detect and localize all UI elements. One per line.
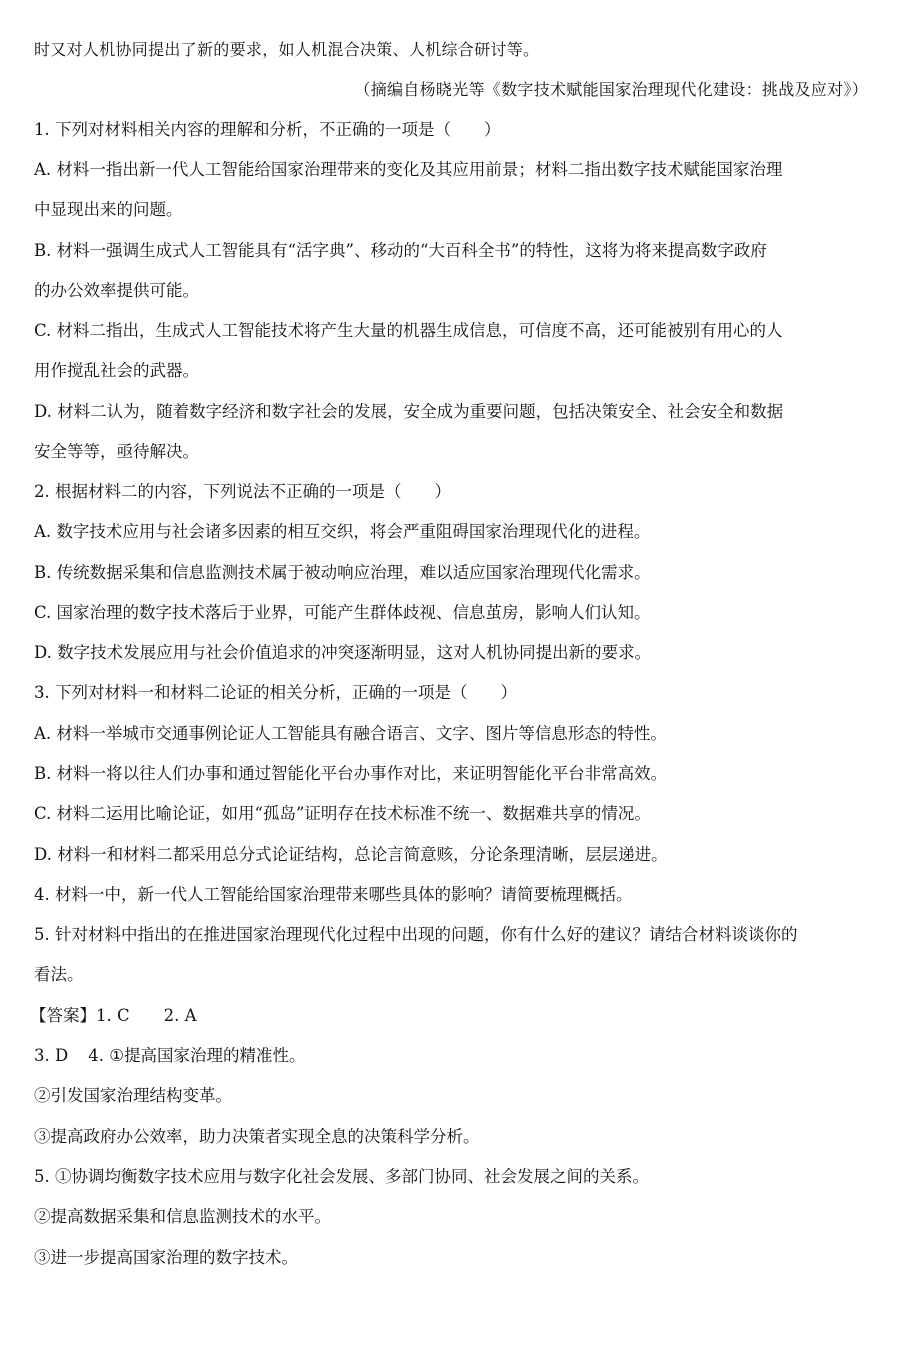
q2-stem: 2. 根据材料二的内容，下列说法不正确的一项是（ ） [34, 482, 451, 501]
q2-option-a: A. 数字技术应用与社会诸多因素的相互交织，将会严重阻碍国家治理现代化的进程。 [34, 522, 651, 541]
q3-stem: 3. 下列对材料一和材料二论证的相关分析，正确的一项是（ ） [34, 683, 517, 702]
q2-option-d: D. 数字技术发展应用与社会价值追求的冲突逐渐明显，这对人机协同提出新的要求。 [34, 643, 652, 662]
answer-4-head: 4. ①提高国家治理的精准性。 [88, 1046, 306, 1065]
q2-option-b: B. 传统数据采集和信息监测技术属于被动响应治理，难以适应国家治理现代化需求。 [34, 563, 651, 582]
answer-3: 3. D [34, 1046, 69, 1065]
answer-4-point-3: ③提高政府办公效率，助力决策者实现全息的决策科学分析。 [34, 1127, 480, 1146]
q2-option-c: C. 国家治理的数字技术落后于业界，可能产生群体歧视、信息茧房，影响人们认知。 [34, 603, 651, 622]
q1-option-a-line1: A. 材料一指出新一代人工智能给国家治理带来的变化及其应用前景；材料二指出数字技术赋能国家治理 [34, 160, 783, 179]
q1-option-c-line2: 用作搅乱社会的武器。 [34, 361, 199, 380]
q1-stem: 1. 下列对材料相关内容的理解和分析，不正确的一项是（ ） [34, 120, 501, 139]
answer-1: 1. C [96, 1006, 130, 1025]
answer-label: 【答案】 [30, 1006, 96, 1025]
passage-source: （摘编自杨晓光等《数字技术赋能国家治理现代化建设：挑战及应对》） [354, 80, 868, 99]
q1-option-a-line2: 中显现出来的问题。 [34, 200, 183, 219]
q3-option-c: C. 材料二运用比喻论证，如用“孤岛”证明存在技术标准不统一、数据难共享的情况。 [34, 804, 651, 823]
q1-option-b-line1: B. 材料一强调生成式人工智能具有“活字典”、移动的“大百科全书”的特性，这将为将来提高数字政府 [34, 241, 767, 260]
q3-option-d: D. 材料一和材料二都采用总分式论证结构，总论言简意赅，分论条理清晰，层层递进。 [34, 845, 668, 864]
answer-4-point-2: ②引发国家治理结构变革。 [34, 1086, 232, 1105]
q3-option-a: A. 材料一举城市交通事例论证人工智能具有融合语言、文字、图片等信息形态的特性。 [34, 724, 667, 743]
q5-stem-line2: 看法。 [34, 965, 84, 984]
q1-option-d-line1: D. 材料二认为，随着数字经济和数字社会的发展，安全成为重要问题，包括决策安全、社会安全和数据 [34, 402, 784, 421]
answer-row-2 [34, 1044, 870, 1068]
q3-option-b: B. 材料一将以往人们办事和通过智能化平台办事作对比，来证明智能化平台非常高效。 [34, 764, 668, 783]
passage-tail-line: 时又对人机协同提出了新的要求，如人机混合决策、人机综合研讨等。 [34, 40, 540, 59]
q5-stem-line1: 5. 针对材料中指出的在推进国家治理现代化过程中出现的问题，你有什么好的建议？请结合材料谈谈你的 [34, 925, 798, 944]
answer-5-point-3: ③进一步提高国家治理的数字技术。 [34, 1248, 298, 1267]
q4-stem: 4. 材料一中，新一代人工智能给国家治理带来哪些具体的影响？请简要梳理概括。 [34, 885, 633, 904]
q1-option-d-line2: 安全等等，亟待解决。 [34, 442, 199, 461]
answer-row-1 [30, 1004, 870, 1028]
answer-5-point-2: ②提高数据采集和信息监测技术的水平。 [34, 1207, 331, 1226]
answer-5-point-1: 5. ①协调均衡数字技术应用与数字化社会发展、多部门协同、社会发展之间的关系。 [34, 1167, 649, 1186]
q1-option-c-line1: C. 材料二指出，生成式人工智能技术将产生大量的机器生成信息，可信度不高，还可能被别有用心的人 [34, 321, 783, 340]
answer-2: 2. A [163, 1006, 197, 1025]
q1-option-b-line2: 的办公效率提供可能。 [34, 281, 199, 300]
